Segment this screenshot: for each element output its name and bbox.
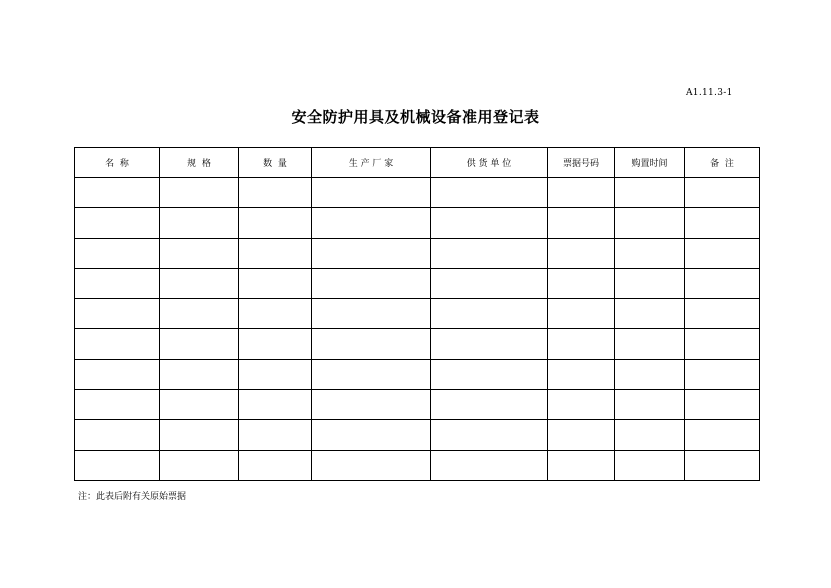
table-cell[interactable] xyxy=(160,390,239,420)
table-cell[interactable] xyxy=(615,329,685,359)
registration-table xyxy=(74,147,760,481)
table-row xyxy=(75,208,760,238)
table-cell[interactable] xyxy=(431,208,548,238)
header-row xyxy=(75,148,760,178)
table-row xyxy=(75,390,760,420)
table-cell[interactable] xyxy=(615,238,685,268)
table-cell[interactable] xyxy=(160,178,239,208)
table-cell[interactable] xyxy=(548,268,615,298)
column-header-quantity: 数 量 xyxy=(239,148,312,178)
table-cell[interactable] xyxy=(685,390,760,420)
table-row xyxy=(75,178,760,208)
column-header-purchase-date: 购置时间 xyxy=(615,148,685,178)
table-cell[interactable] xyxy=(75,450,160,480)
table-cell[interactable] xyxy=(615,420,685,450)
table-cell[interactable] xyxy=(75,268,160,298)
table-body xyxy=(75,178,760,481)
table-cell[interactable] xyxy=(615,268,685,298)
table-cell[interactable] xyxy=(548,329,615,359)
table-cell[interactable] xyxy=(548,390,615,420)
table-cell[interactable] xyxy=(239,359,312,389)
table-cell[interactable] xyxy=(615,390,685,420)
table-cell[interactable] xyxy=(160,450,239,480)
table-cell[interactable] xyxy=(239,238,312,268)
table-cell[interactable] xyxy=(239,420,312,450)
table-cell[interactable] xyxy=(431,238,548,268)
table-cell[interactable] xyxy=(615,178,685,208)
table-cell[interactable] xyxy=(685,329,760,359)
table-cell[interactable] xyxy=(75,390,160,420)
table-cell[interactable] xyxy=(685,359,760,389)
column-header-manufacturer: 生 产 厂 家 xyxy=(312,148,431,178)
table-cell[interactable] xyxy=(239,329,312,359)
table-cell[interactable] xyxy=(431,390,548,420)
table-cell[interactable] xyxy=(239,390,312,420)
table-cell[interactable] xyxy=(548,208,615,238)
table-cell[interactable] xyxy=(615,359,685,389)
table-cell[interactable] xyxy=(75,359,160,389)
table-cell[interactable] xyxy=(160,238,239,268)
table-cell[interactable] xyxy=(431,178,548,208)
column-header-spec: 规 格 xyxy=(160,148,239,178)
table-cell[interactable] xyxy=(239,268,312,298)
column-header-supplier: 供 货 单 位 xyxy=(431,148,548,178)
table-cell[interactable] xyxy=(239,450,312,480)
table-cell[interactable] xyxy=(548,420,615,450)
table-cell[interactable] xyxy=(160,299,239,329)
table-cell[interactable] xyxy=(548,359,615,389)
table-cell[interactable] xyxy=(160,359,239,389)
table-cell[interactable] xyxy=(312,390,431,420)
table-cell[interactable] xyxy=(312,208,431,238)
table-cell[interactable] xyxy=(160,420,239,450)
table-row xyxy=(75,450,760,480)
table-cell[interactable] xyxy=(685,268,760,298)
table-cell[interactable] xyxy=(615,208,685,238)
table-row xyxy=(75,238,760,268)
table-cell[interactable] xyxy=(312,420,431,450)
table-cell[interactable] xyxy=(160,329,239,359)
table-row xyxy=(75,359,760,389)
footnote: 注：此表后附有关原始票据 xyxy=(78,492,187,502)
table-cell[interactable] xyxy=(685,178,760,208)
page-title: 安全防护用具及机械设备准用登记表 xyxy=(291,108,540,126)
form-code: A1.11.3-1 xyxy=(686,88,733,98)
table-cell[interactable] xyxy=(548,450,615,480)
column-header-remarks: 备 注 xyxy=(685,148,760,178)
table-cell[interactable] xyxy=(548,178,615,208)
table-cell[interactable] xyxy=(160,208,239,238)
table-cell[interactable] xyxy=(431,359,548,389)
table-cell[interactable] xyxy=(685,450,760,480)
table-cell[interactable] xyxy=(431,299,548,329)
table-cell[interactable] xyxy=(312,238,431,268)
table-cell[interactable] xyxy=(548,238,615,268)
table-row xyxy=(75,329,760,359)
table-row xyxy=(75,299,760,329)
table-cell[interactable] xyxy=(75,238,160,268)
table-cell[interactable] xyxy=(239,178,312,208)
column-header-invoice-number: 票据号码 xyxy=(548,148,615,178)
table-row xyxy=(75,268,760,298)
table-cell[interactable] xyxy=(431,268,548,298)
table-cell[interactable] xyxy=(312,178,431,208)
table-cell[interactable] xyxy=(431,329,548,359)
table-cell[interactable] xyxy=(685,420,760,450)
table-cell[interactable] xyxy=(685,299,760,329)
table-cell[interactable] xyxy=(615,450,685,480)
table-cell[interactable] xyxy=(75,329,160,359)
table-cell[interactable] xyxy=(615,299,685,329)
table-cell[interactable] xyxy=(431,450,548,480)
table-cell[interactable] xyxy=(685,238,760,268)
table-cell[interactable] xyxy=(239,208,312,238)
table-row xyxy=(75,420,760,450)
table-cell[interactable] xyxy=(685,208,760,238)
table-cell[interactable] xyxy=(548,299,615,329)
table-cell[interactable] xyxy=(75,420,160,450)
table-cell[interactable] xyxy=(312,450,431,480)
table-cell[interactable] xyxy=(431,420,548,450)
table-cell[interactable] xyxy=(312,359,431,389)
table-cell[interactable] xyxy=(75,178,160,208)
table-cell[interactable] xyxy=(312,268,431,298)
table-cell[interactable] xyxy=(160,268,239,298)
table-cell[interactable] xyxy=(239,299,312,329)
column-header-name: 名 称 xyxy=(75,148,160,178)
table-cell[interactable] xyxy=(75,208,160,238)
table-cell[interactable] xyxy=(312,329,431,359)
table-cell[interactable] xyxy=(312,299,431,329)
table-cell[interactable] xyxy=(75,299,160,329)
